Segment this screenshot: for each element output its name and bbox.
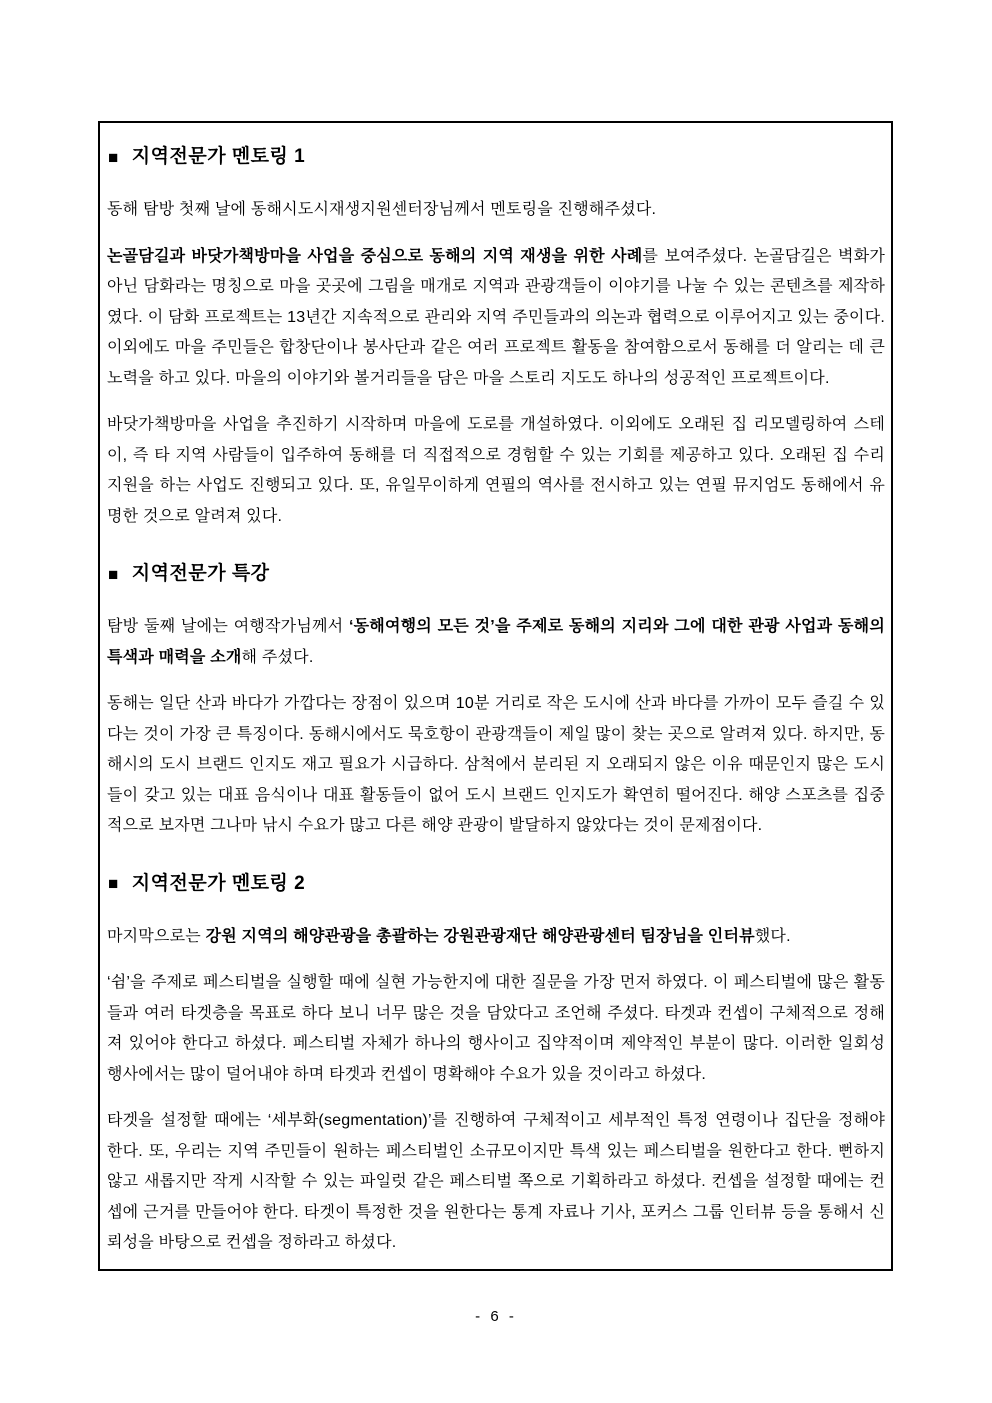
page-number: - 6 - [475, 1308, 517, 1325]
paragraph [107, 922, 885, 953]
paragraph [107, 242, 885, 395]
text-run: 타겟을 설정할 때에는 ‘세부화(segmentation)’를 진행하여 구체적이고 세부적인 특정 연령이나 집단을 정해야 한다. 또, 우리는 지역 주민들이 원하는 페스티벌인 소규모이지만 특색 있는 페스티벌을 원한다고 한다. 뻔하지 않고 새롭지만 작게 시작할 수 있는 파일럿 같은 페스티벌 쪽으로 기획하라고 하셨다. 컨셉을 설정할 때에는 컨셉에 근거를 만들어야 한다. 타겟이 특정한 것을 원한다는 통계 자료나 기사, 포커스 그룹 인터뷰 등을 통해서 신뢰성을 바탕으로 컨셉을 정하라고 하셨다. [107, 1112, 885, 1251]
section-heading-text: 지역전문가 멘토링 2 [131, 872, 306, 894]
text-run: 동해는 일단 산과 바다가 가깝다는 장점이 있으며 10분 거리로 작은 도시에 산과 바다를 가까이 모두 즐길 수 있다는 것이 가장 큰 특징이다. 동해시에서도 묵호항이 관광객들이 제일 많이 찾는 곳으로 알려져 있다. 하지만, 동해시의 도시 브랜드 인지도 재고 필요가 시급하다. 삼척에서 분리된 지 오래되지 않은 이유 때문인지 많은 도시들이 갖고 있는 대표 음식이나 대표 활동들이 없어 도시 브랜드 인지도가 확연히 떨어진다. 해양 스포츠를 집중적으로 보자면 그나마 낚시 수요가 많고 다른 해양 관광이 발달하지 않았다는 것이 문제점이다. [107, 695, 885, 834]
text-run: 마지막으로는 [107, 927, 206, 945]
bold-text-run: 강원 지역의 해양관광을 총괄하는 강원관광재단 해양관광센터 팀장님을 인터뷰 [205, 927, 755, 945]
text-run: 했다. [754, 927, 791, 945]
paragraph [107, 968, 885, 1090]
section-heading [107, 872, 885, 896]
section-bullet-icon: ■ [108, 147, 119, 167]
section-heading-text: 지역전문가 멘토링 1 [131, 146, 306, 167]
paragraph [107, 195, 885, 226]
section-heading [107, 145, 885, 169]
section-bullet-icon: ■ [108, 874, 119, 893]
text-run: 바닷가책방마을 사업을 추진하기 시작하며 마을에 도로를 개설하였다. 이외에도 오래된 집 리모델링하여 스테이, 즉 타 지역 사람들이 입주하여 동해를 더 직접적으로 경험할 수 있는 기회를 제공하고 있다. 오래된 집 수리 지원을 하는 사업도 진행되고 있다. 또, 유일무이하게 연필의 역사를 전시하고 있는 연필 뮤지엄도 동해에서 유명한 것으로 알려져 있다. [107, 416, 885, 525]
section-heading [107, 562, 885, 586]
text-run: 동해 탐방 첫째 날에 동해시도시재생지원센터장님께서 멘토링을 진행해주셨다. [107, 201, 657, 218]
content-border-box [98, 121, 893, 1271]
paragraph [107, 1106, 885, 1259]
paragraph [107, 410, 885, 532]
document-body [107, 145, 885, 1259]
text-run: 탐방 둘째 날에는 여행작가님께서 [107, 618, 349, 635]
paragraph [107, 612, 885, 673]
text-run: ‘쉼’을 주제로 페스티벌을 실행할 때에 실현 가능한지에 대한 질문을 가장 먼저 하였다. 이 페스티벌에 많은 활동들과 여러 타겟층을 목표로 하다 보니 너무 많은 것을 담았다고 조언해 주셨다. 타겟과 컨셉이 구체적으로 정해져 있어야 한다고 하셨다. 페스티벌 자체가 하나의 행사이고 집약적이며 제약적인 부분이 많다. 이러한 일회성 행사에서는 많이 덜어내야 하며 타겟과 컨셉이 명확해야 수요가 있을 것이라고 하셨다. [107, 974, 885, 1083]
bold-text-run: 논골담길과 바닷가책방마을 사업을 중심으로 동해의 지역 재생을 위한 사례 [107, 247, 643, 265]
section-heading-text: 지역전문가 특강 [131, 563, 270, 584]
bold-text-run: ‘동해여행의 모든 것’을 주제로 동해의 지리와 그에 대한 관광 사업과 동해의 특색과 매력을 소개 [107, 618, 885, 666]
paragraph [107, 689, 885, 842]
text-run: 를 보여주셨다. 논골담길은 벽화가 아닌 담화라는 명칭으로 마을 곳곳에 그림을 매개로 지역과 관광객들이 이야기를 나눌 수 있는 콘텐츠를 제작하였다. 이 담화 프로젝트는 13년간 지속적으로 관리와 지역 주민들과의 의논과 협력으로 이루어지고 있는 중이다. 이외에도 마을 주민들은 합창단이나 봉사단과 같은 여러 프로젝트 활동을 참여함으로서 동해를 더 알리는 데 큰 노력을 하고 있다. 마을의 이야기와 볼거리들을 담은 마을 스토리 지도도 하나의 성공적인 프로젝트이다. [107, 247, 886, 387]
section-bullet-icon: ■ [108, 564, 119, 584]
text-run: 해 주셨다. [241, 648, 314, 666]
